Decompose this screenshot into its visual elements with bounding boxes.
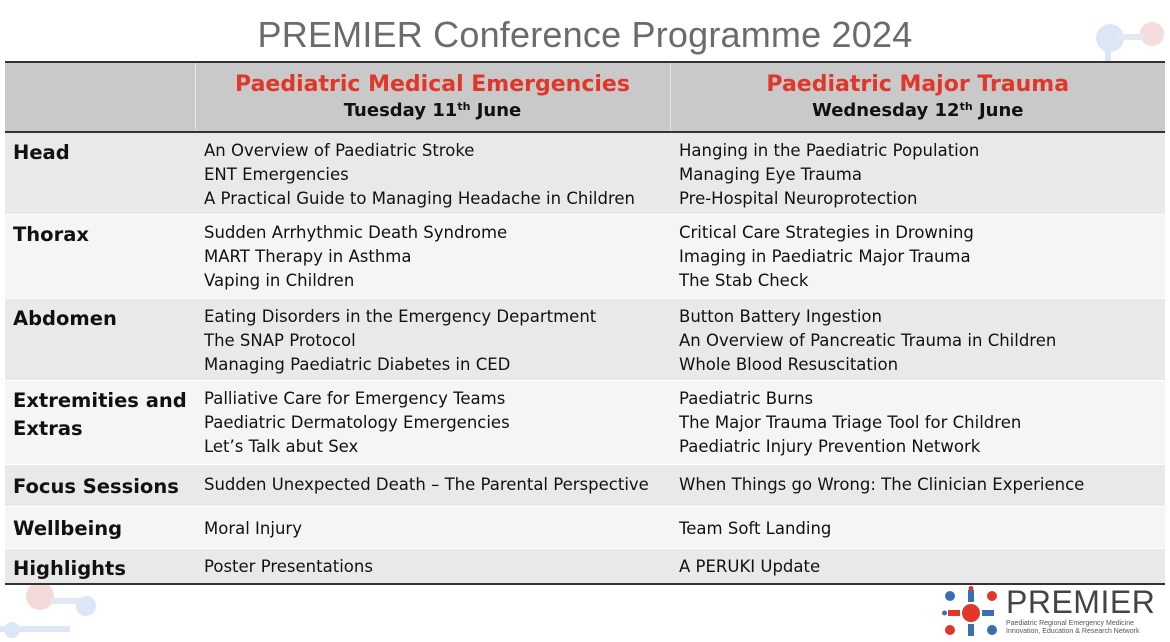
- category-thorax: Thorax: [13, 222, 89, 246]
- table-body: [5, 132, 1165, 584]
- day2-title: Paediatric Major Trauma: [766, 72, 1070, 97]
- session-item: Managing Paediatric Diabetes in CED: [204, 354, 511, 374]
- session-item: Palliative Care for Emergency Teams: [204, 388, 506, 408]
- day2-date-month: June: [972, 100, 1024, 121]
- day1-date-suffix: th: [457, 100, 471, 113]
- session-item: Moral Injury: [204, 518, 302, 538]
- day1-title: Paediatric Medical Emergencies: [235, 72, 630, 97]
- session-item: Paediatric Injury Prevention Network: [679, 436, 981, 456]
- day1-sessions: [195, 548, 670, 584]
- day2-date-suffix: th: [959, 100, 973, 113]
- category-line: Extremities and: [13, 388, 187, 412]
- day1-date-month: June: [470, 100, 522, 121]
- category-abdomen: Abdomen: [13, 306, 117, 330]
- session-item: Sudden Unexpected Death – The Parental Perspective: [204, 474, 649, 494]
- session-item: Team Soft Landing: [679, 518, 832, 538]
- day2-header: [670, 62, 1165, 132]
- programme-table-wrapper: [5, 61, 1165, 585]
- day2-date: [671, 99, 1166, 123]
- session-item: Pre-Hospital Neuroprotection: [679, 189, 918, 208]
- session-item: An Overview of Paediatric Stroke: [204, 141, 475, 160]
- table-row: [5, 214, 1165, 298]
- day2-sessions: [670, 214, 1165, 298]
- session-item: Paediatric Burns: [679, 388, 814, 408]
- table-row: [5, 380, 1165, 464]
- day1-sessions: [195, 132, 670, 214]
- logo-subtitle-line: Innovation, Education & Research Network: [1006, 628, 1140, 635]
- session-item: An Overview of Pancreatic Trauma in Children: [679, 330, 1057, 350]
- category-line: Extras: [13, 416, 83, 440]
- logo-wordmark: PREMIER: [1006, 584, 1156, 620]
- day1-sessions: [195, 464, 670, 506]
- category-highlights: Highlights: [13, 556, 126, 580]
- day2-sessions: [670, 132, 1165, 214]
- session-item: Let’s Talk abut Sex: [204, 436, 359, 456]
- session-item: Vaping in Children: [204, 270, 355, 290]
- day2-sessions: [670, 506, 1165, 548]
- table-row: [5, 548, 1165, 584]
- day1-sessions: [195, 214, 670, 298]
- session-item: The Major Trauma Triage Tool for Children: [679, 412, 1022, 432]
- table-header: [5, 62, 1165, 132]
- day2-sessions: [670, 548, 1165, 584]
- page-title: PREMIER Conference Programme 2024: [257, 14, 913, 55]
- session-item: When Things go Wrong: The Clinician Experience: [679, 474, 1085, 494]
- logo-subtitle-line: Paediatric Regional Emergency Medicine: [1006, 620, 1135, 627]
- day1-sessions: [195, 298, 670, 380]
- premier-logo: [942, 586, 1164, 640]
- day2-date-text: Wednesday 12: [812, 100, 960, 121]
- day1-date-text: Tuesday 11: [343, 100, 458, 121]
- molecule-logo-icon: [942, 586, 1000, 640]
- day1-header: [195, 62, 670, 132]
- session-item: Hanging in the Paediatric Population: [679, 141, 980, 160]
- session-item: ENT Emergencies: [204, 165, 349, 184]
- session-item: Eating Disorders in the Emergency Department: [204, 306, 597, 326]
- table-row: [5, 506, 1165, 548]
- day2-sessions: [670, 380, 1165, 464]
- session-item: A PERUKI Update: [679, 556, 821, 576]
- session-item: A Practical Guide to Managing Headache in Children: [204, 189, 635, 208]
- day1-sessions: [195, 506, 670, 548]
- category-focus-sessions: Focus Sessions: [13, 474, 179, 498]
- day2-sessions: [670, 298, 1165, 380]
- category-head: Head: [13, 141, 70, 164]
- header-corner-cell: [5, 62, 195, 132]
- session-item: Whole Blood Resuscitation: [679, 354, 899, 374]
- logo-subtitle: [1006, 620, 1139, 636]
- table-row: [5, 464, 1165, 506]
- day2-sessions: [670, 464, 1165, 506]
- session-item: Button Battery Ingestion: [679, 306, 882, 326]
- category-wellbeing: Wellbeing: [13, 516, 123, 540]
- table-row: [5, 132, 1165, 214]
- session-item: The SNAP Protocol: [204, 330, 356, 350]
- session-item: MART Therapy in Asthma: [204, 246, 412, 266]
- day1-date: [196, 99, 670, 123]
- session-item: The Stab Check: [679, 270, 809, 290]
- day1-sessions: [195, 380, 670, 464]
- session-item: Critical Care Strategies in Drowning: [679, 222, 974, 242]
- table-row: [5, 298, 1165, 380]
- session-item: Paediatric Dermatology Emergencies: [204, 412, 510, 432]
- header-row: [5, 62, 1165, 132]
- session-item: Sudden Arrhythmic Death Syndrome: [204, 222, 508, 242]
- session-item: Poster Presentations: [204, 556, 373, 576]
- programme-table: [5, 61, 1165, 585]
- session-item: Imaging in Paediatric Major Trauma: [679, 246, 971, 266]
- category-extremities: [5, 380, 195, 464]
- session-item: Managing Eye Trauma: [679, 165, 862, 184]
